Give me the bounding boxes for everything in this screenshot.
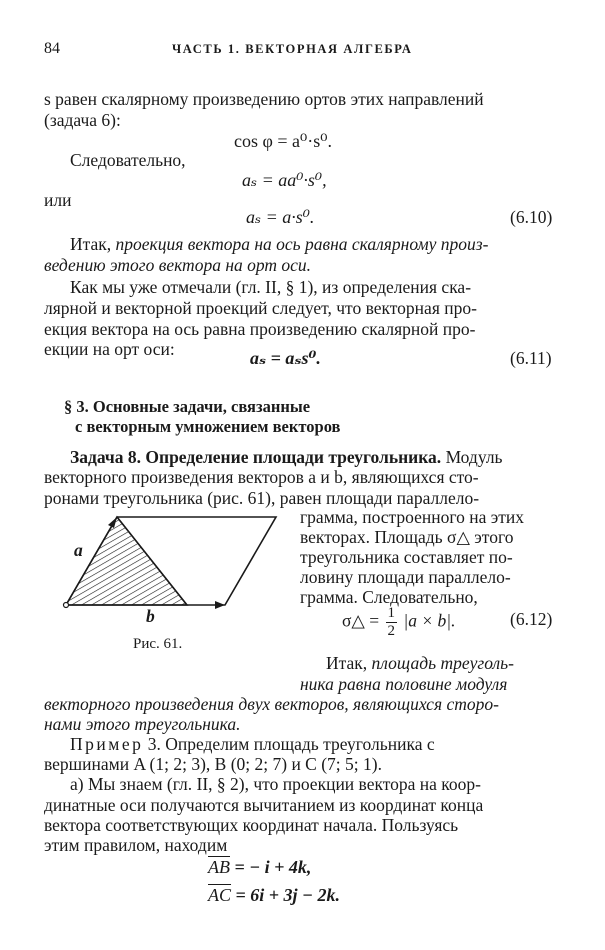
fraction-numerator: 1 <box>387 605 396 621</box>
text-line: треугольника составляет по- <box>300 547 513 567</box>
example-label: Пример <box>70 734 144 754</box>
lead-word: Итак, <box>70 234 112 254</box>
fraction <box>386 605 398 640</box>
equation-ac <box>208 885 340 906</box>
vector-ac-label: $\overline{AC}$ <box>208 885 232 905</box>
figure-parallelogram <box>44 505 289 620</box>
text-line: Следовательно, <box>70 150 186 170</box>
equation-sigma <box>342 605 455 640</box>
section-heading: с векторным умножением векторов <box>75 417 341 436</box>
equation-number: (6.11) <box>510 348 552 368</box>
text-line: динатные оси получаются вычитанием из координат конца <box>44 795 484 815</box>
section-heading: § 3. Основные задачи, связанные <box>64 397 311 416</box>
equation-as2: aₛ = a·s⁰. <box>246 207 315 227</box>
text-line: векторах. Площадь σ△ этого <box>300 527 514 547</box>
page-number: 84 <box>44 40 60 57</box>
text-line: вершинами A (1; 2; 3), B (0; 2; 7) и C (7; 5; 1). <box>44 754 382 774</box>
text-line: екция вектора на ось равна произведению скалярной про- <box>44 319 476 339</box>
text-line: или <box>44 190 72 210</box>
example-text: 3. Определим площадь треугольника с <box>147 734 435 754</box>
label-vector-a: a <box>74 540 83 560</box>
text-line: ведению этого вектора на орт оси. <box>44 255 312 275</box>
equation-cos: cos φ = a⁰·s⁰. <box>234 131 332 151</box>
equation-ab <box>208 857 311 878</box>
text-line: вектора соответствующих координат начала. Пользуясь <box>44 815 459 835</box>
text-line: Как мы уже отмечали (гл. II, § 1), из определения ска- <box>70 277 472 297</box>
text-line <box>326 653 514 673</box>
text-line <box>70 447 503 467</box>
text-line: ронами треугольника (рис. 61), равен площади параллело- <box>44 488 480 508</box>
text-line: грамма. Следовательно, <box>300 587 478 607</box>
text-line: а) Мы знаем (гл. II, § 2), что проекции вектора на коор- <box>70 774 482 794</box>
italic-text: проекция вектора на ось равна скалярному произ- <box>115 234 489 254</box>
vector-ab-label: $\overline{AB}$ <box>208 857 230 877</box>
text-line <box>70 734 435 754</box>
eq-rhs: |a × b|. <box>403 610 456 631</box>
text-line: ника равна половине модуля <box>300 674 508 694</box>
equation-vec: aₛ = aₛs⁰. <box>250 348 321 368</box>
text-line <box>70 234 488 254</box>
eq-lhs: σ△ = <box>342 610 380 631</box>
origin-point <box>64 603 69 608</box>
lead-word: Итак, <box>326 653 368 673</box>
italic-text: площадь треуголь- <box>371 653 514 673</box>
text-line: грамма, построенного на этих <box>300 507 525 527</box>
eq-rhs: = 6i + 3j − 2k. <box>235 885 340 905</box>
equation-number: (6.12) <box>510 609 553 629</box>
equation-as1: aₛ = aa⁰·s⁰, <box>242 170 327 190</box>
fraction-denominator: 2 <box>387 623 396 639</box>
text-line: этим правилом, находим <box>44 835 228 855</box>
text-line: нами этого треугольника. <box>44 714 241 734</box>
text-line: ловину площади параллело- <box>300 567 511 587</box>
text-line: (задача 6): <box>44 110 121 130</box>
running-title: ЧАСТЬ 1. ВЕКТОРНАЯ АЛГЕБРА <box>172 42 413 56</box>
figure-caption: Рис. 61. <box>133 636 183 652</box>
arrowhead-b <box>215 601 225 609</box>
text-line: векторного произведения векторов a и b, являющихся сто- <box>44 467 479 487</box>
text-line: лярной и векторной проекций следует, что векторная про- <box>44 298 477 318</box>
equation-number: (6.10) <box>510 207 553 227</box>
task-text: Модуль <box>445 447 503 467</box>
task-title: Задача 8. Определение площади треугольника. <box>70 447 442 467</box>
text-line: s равен скалярному произведению ортов этих направлений <box>44 89 484 109</box>
text-line: векторного произведения двух векторов, являющихся сторо- <box>44 694 499 714</box>
label-vector-b: b <box>146 606 155 626</box>
eq-rhs: = − i + 4k, <box>234 857 312 877</box>
triangle-hatched <box>66 517 187 605</box>
text-line: екции на орт оси: <box>44 339 175 359</box>
